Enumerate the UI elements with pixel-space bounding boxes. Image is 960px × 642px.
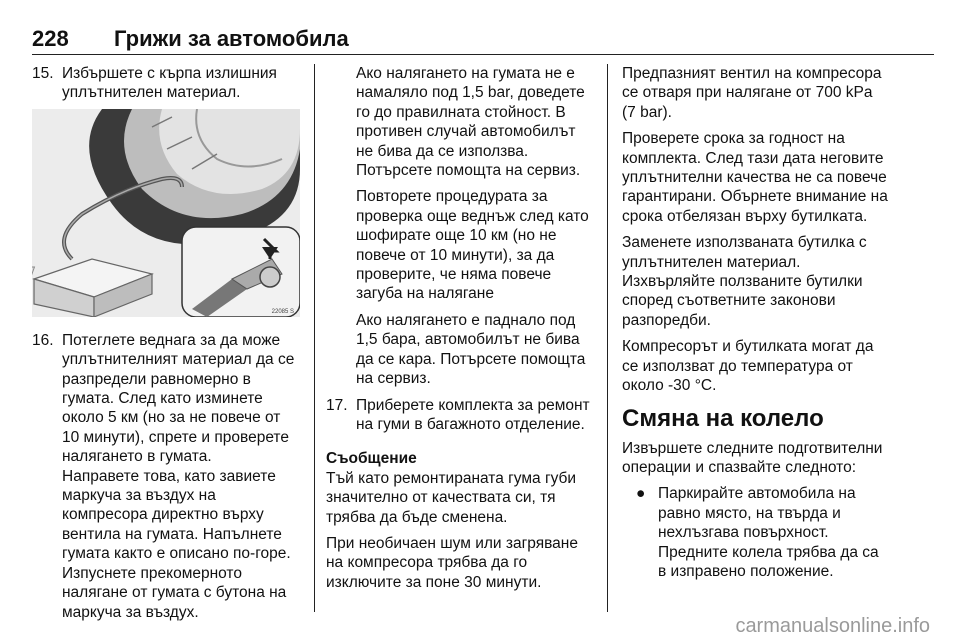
step-16 — [32, 331, 300, 467]
paragraph: Проверете срока за годност на комплекта. След тази дата неговите уплътнителни качества не са повече гарантирани. Обърнете внимание на срока отбелязан върху бутилката. — [622, 130, 888, 225]
paragraph: Ако налягането е паднало под 1,5 бара, автомобилът не бива да се кара. Потърсете помощта на сервиз. — [356, 311, 586, 388]
step-number: 15. — [32, 65, 54, 82]
step-text: Потеглете веднага за да може уплътнителният материал да се разпредели равномерно в гумата. След като изминете около 5 км (но за не повече от 10 минути), спрете и проверете налягането в гумата. — [62, 331, 295, 466]
page-header — [32, 26, 934, 56]
compressor-illustration — [32, 109, 300, 317]
step-17 — [326, 396, 592, 435]
paragraph: Ако налягането на гумата не е намаляло под 1,5 bar, доведете го до правилната стойност. В противен случай автомобилът не бива да се използва. Потърсете помощта на сервиз. — [356, 65, 585, 180]
watermark: carmanualsonline.info — [735, 614, 930, 637]
step-number: 17. — [326, 396, 348, 414]
section-title: Смяна на колело — [622, 404, 824, 432]
column-2 — [326, 64, 592, 599]
paragraph: Повторете процедурата за проверка още веднъж след като шофирате още 10 км (но не повече от 10 минути), за да проверите, че няма повече загуба на налягане — [356, 188, 589, 303]
paragraph: Заменете използваната бутилка с уплътнителен материал. Изхвърляйте ползваните бутилки според съответните законови разпоредби. — [622, 234, 867, 329]
header-rule — [32, 54, 934, 55]
bullet-item — [622, 484, 890, 581]
step-text: Избършете с кърпа излишния уплътнителен материал. — [62, 65, 277, 102]
bullet-text: Паркирайте автомобила на равно място, на твърда и нехлъзгава повърхност. Предните колела трябва да са в изправено положение. — [658, 485, 879, 580]
column-3 — [622, 64, 890, 581]
step-text: Приберете комплекта за ремонт на гуми в багажното отделение. — [356, 396, 590, 433]
column-divider — [607, 64, 608, 612]
paragraph: Компресорът и бутилката могат да се използват до температура от около -30 °C. — [622, 338, 874, 395]
valve-detail-inset — [182, 227, 300, 317]
column-1 — [32, 64, 300, 622]
step-15 — [32, 64, 300, 103]
note-paragraph: Тъй като ремонтираната гума губи значително от качествата си, тя трябва да бъде сменена. — [326, 469, 577, 526]
step-16-continued: Направете това, като завиете маркуча за въздух на компресора директно върху вентила на гумата. Напълнете гумата както е описано по-горе. Изпуснете прекомерното налягане от гумата с бутона на маркуча за въздух. — [62, 467, 291, 621]
running-title: Грижи за автомобила — [114, 26, 349, 51]
note-heading: Съобщение — [326, 450, 417, 468]
bullet-icon: ● — [636, 485, 646, 503]
paragraph: Предпазният вентил на компресора се отваря при налягане от 700 kPa (7 bar). — [622, 65, 882, 121]
step-number: 16. — [32, 331, 54, 349]
page-number: 228 — [32, 26, 69, 51]
section-intro: Извършете следните подготвителни операции и спазвайте следното: — [622, 439, 883, 476]
note-paragraph: При необичаен шум или загряване на компресора трябва да го изключите за поне 30 минути. — [326, 534, 578, 591]
figure-id: 22085 S — [271, 308, 294, 315]
column-divider — [314, 64, 315, 612]
